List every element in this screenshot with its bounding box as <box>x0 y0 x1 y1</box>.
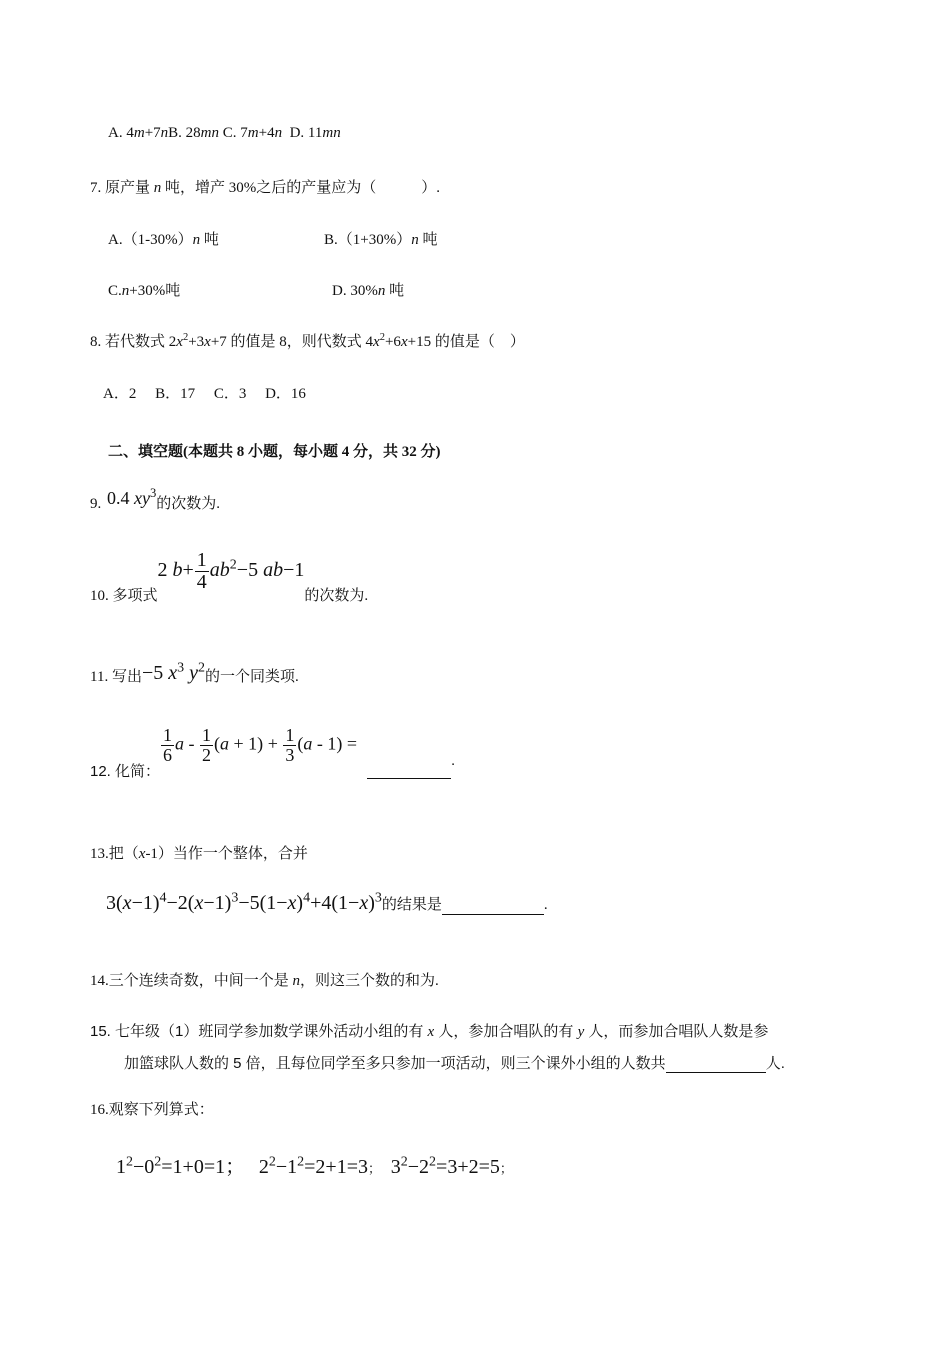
q9-expression: 0.4 $xy^3$ <box>107 486 157 508</box>
q16-title: 16.观察下列算式： <box>90 1102 214 1118</box>
fraction-one-third: $\frac{1}{3}$ <box>285 725 295 765</box>
section-title: 二、填空题(本题共 8 小题，每小题 4 分，共 32 分) <box>108 444 441 460</box>
q6-options: A. 4m+7nB. 28mn C. 7m+4n D. 11mn <box>108 125 341 141</box>
q15-line2: 加篮球队人数的 5 倍，且每位同学至多只参加一项活动，则三个课外小组的人数共 人. <box>124 1055 785 1072</box>
q12-expression: $\frac{1}{6}$ a - $\frac{1}{2}$ (a + 1) + $\frac{1}{3}$ (a - 1) = <box>163 725 357 765</box>
q13-line1: 13.把（x-1）当作一个整体，合并 <box>90 846 308 862</box>
q7-option-b: B.（1+30%）n 吨 <box>324 232 438 248</box>
q7-stem: 7. 原产量 n 吨，增产 30%之后的产量应为（ ）. <box>90 180 441 196</box>
q11-expression: −5 $x^3$ $y^2$ <box>141 660 206 684</box>
q8-stem: 8. 若代数式 $2x^2+3x+7$ 的值是 8，则代数式 $4x^2+6x+15$ 的值是（ ） <box>90 332 525 350</box>
q12: 12. 化简： $\frac{1}{6}$ a - $\frac{1}{2}$ (a + 1) + $\frac{1}{3}$ (a - 1) =. <box>90 725 456 780</box>
q7-option-a: A.（1-30%）n 吨 <box>108 232 219 248</box>
fraction-one-sixth: $\frac{1}{6}$ <box>163 725 173 765</box>
answer-blank[interactable] <box>666 1056 766 1073</box>
q7-option-d: D. 30%n 吨 <box>332 283 405 299</box>
answer-blank[interactable] <box>367 778 451 779</box>
q16-equations: $1^2-0^2=1+0=1$； $2^2-1^2=2+1=3$； $3^2-2^2=3+2=5$； <box>116 1154 513 1178</box>
q11: 11. 写出−5 $x^3$ $y^2$的一个同类项. <box>90 660 299 685</box>
fraction-one-quarter: $\frac{1}{4}$ <box>196 549 207 593</box>
answer-blank[interactable] <box>442 898 544 915</box>
q16-equation-3: $3^2-2^2=3+2=5$ <box>390 1154 500 1178</box>
q13-line2: $3(x-1)^4-2(x-1)^3-5(1-x)^4+4(1-x)^3$的结果是 . <box>106 890 548 914</box>
q15-line1: 15. 七年级（1）班同学参加数学课外活动小组的有 x 人，参加合唱队的有 y 人，而参加合唱队人数是参 <box>90 1023 769 1040</box>
q16-equation-2: $2^2-1^2=2+1=3$ <box>258 1154 368 1178</box>
q8-options: A．2 B．17 C．3 D．16 <box>103 386 306 402</box>
q7-option-c: C.n+30%吨 <box>108 283 181 299</box>
q13-expression: $3(x-1)^4-2(x-1)^3-5(1-x)^4+4(1-x)^3$ <box>106 890 382 914</box>
q16-equation-1: $1^2-0^2=1+0=1$； <box>116 1154 246 1178</box>
fraction-one-half: $\frac{1}{2}$ <box>202 725 212 765</box>
q10-expression: 2 b+ $\frac{1}{4}$ $ab^2-5$ ab−1 <box>157 549 305 593</box>
q10: 10. 多项式2 b+ $\frac{1}{4}$ $ab^2-5$ ab−1的次数为. <box>90 549 369 604</box>
q14: 14.三个连续奇数，中间一个是 n，则这三个数的和为. <box>90 973 439 989</box>
q9: 9. 0.4 $xy^3$的次数为. <box>90 486 221 512</box>
